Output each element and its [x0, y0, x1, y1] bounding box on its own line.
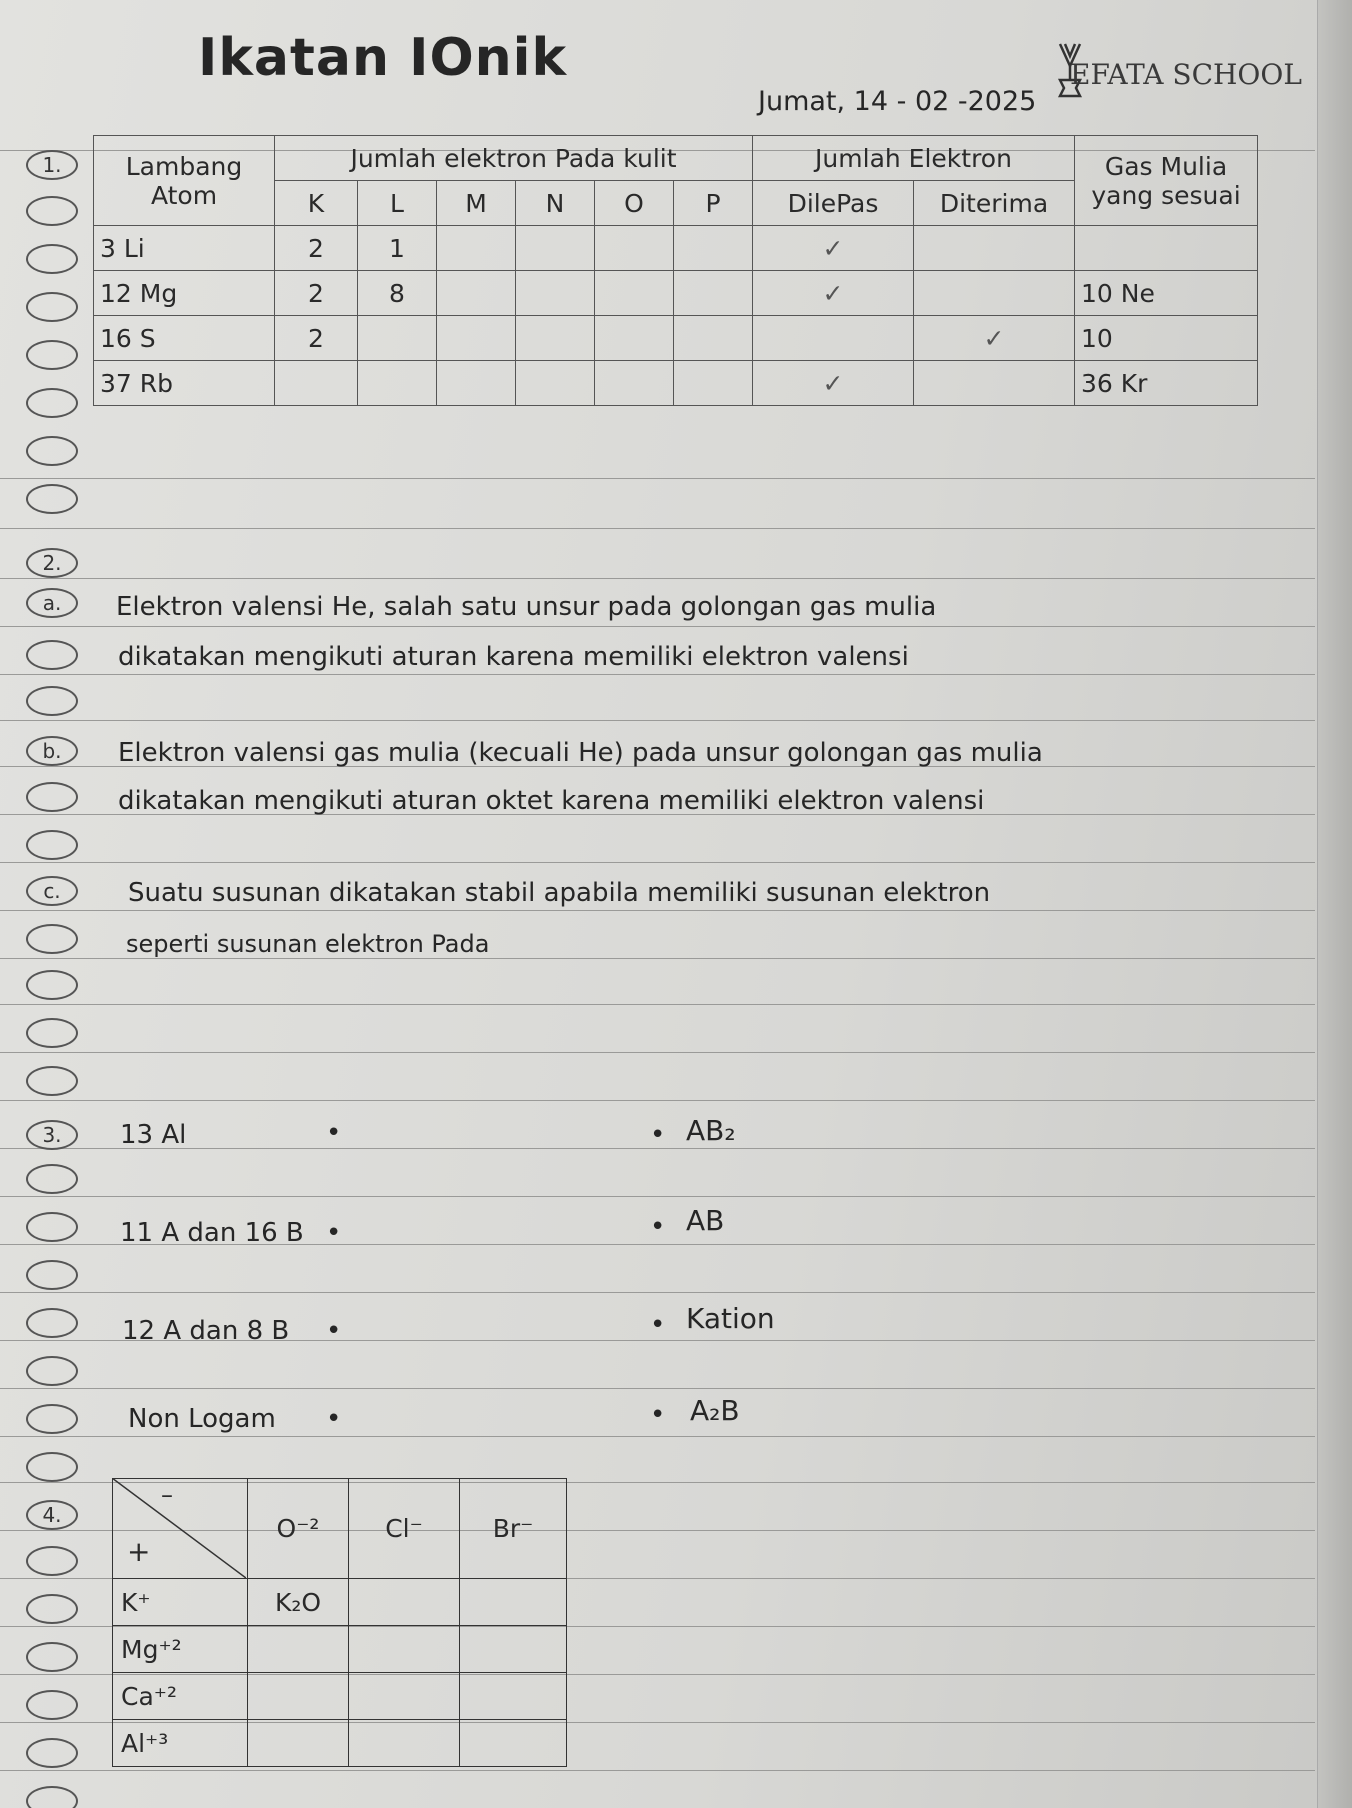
- row-shell: [437, 361, 516, 406]
- table-row: [113, 1673, 567, 1720]
- row-dilepas: [753, 316, 914, 361]
- ruled-line: [0, 1436, 1315, 1437]
- answer-2c-line2: seperti susunan elektron Pada: [126, 930, 490, 958]
- match-right-4: A₂B: [690, 1394, 740, 1427]
- ruled-line: [0, 578, 1315, 579]
- margin-circle: [26, 1546, 78, 1576]
- table-row: [94, 226, 1258, 271]
- margin-circle: [26, 1356, 78, 1386]
- margin-circle: [26, 782, 78, 812]
- row-gas: 10 Ne: [1075, 271, 1258, 316]
- row-shell: [275, 361, 358, 406]
- table-row: [113, 1579, 567, 1626]
- compound-cell: [460, 1579, 567, 1626]
- margin-circle-4: 4.: [26, 1500, 78, 1530]
- row-shell: [595, 316, 674, 361]
- header-shell-l: L: [358, 181, 437, 226]
- margin-circle-3: 3.: [26, 1120, 78, 1150]
- ruled-line: [0, 958, 1315, 959]
- anion-header: Cl⁻: [349, 1479, 460, 1579]
- header-shell-o: O: [595, 181, 674, 226]
- check-icon: ✓: [753, 361, 914, 406]
- ruled-line: [0, 1196, 1315, 1197]
- match-right-1: AB₂: [686, 1114, 736, 1147]
- margin-circle: [26, 1642, 78, 1672]
- margin-circle-2c: c.: [26, 876, 78, 906]
- header-lambang: Lambang: [125, 151, 243, 181]
- header-yang-sesuai: yang sesuai: [1091, 180, 1241, 210]
- ruled-line: [0, 720, 1315, 721]
- ruled-line: [0, 1770, 1315, 1771]
- row-symbol: 12 Mg: [94, 271, 275, 316]
- compound-cell: [460, 1626, 567, 1673]
- row-shell: [674, 361, 753, 406]
- margin-circle: [26, 1452, 78, 1482]
- row-shell: [516, 316, 595, 361]
- compound-cell: [349, 1673, 460, 1720]
- margin-circle: [26, 1594, 78, 1624]
- row-symbol: 37 Rb: [94, 361, 275, 406]
- margin-circle-1: 1.: [26, 150, 78, 180]
- row-shell: [595, 361, 674, 406]
- match-left-2: 11 A dan 16 B: [120, 1218, 304, 1248]
- table-row: [113, 1720, 567, 1767]
- row-shell: 1: [358, 226, 437, 271]
- anion-header: O⁻²: [248, 1479, 349, 1579]
- check-icon: ✓: [914, 316, 1075, 361]
- margin-circle: [26, 340, 78, 370]
- ruled-line: [0, 910, 1315, 911]
- compound-cell: [248, 1720, 349, 1767]
- ruled-line: [0, 1292, 1315, 1293]
- compound-cell: [460, 1673, 567, 1720]
- row-diterima: [914, 361, 1075, 406]
- margin-circle: [26, 1260, 78, 1290]
- margin-circle: [26, 1308, 78, 1338]
- match-dot: •: [650, 1400, 666, 1430]
- margin-circle: [26, 1690, 78, 1720]
- margin-circle: [26, 1066, 78, 1096]
- header-jumlah-elektron: Jumlah Elektron: [753, 136, 1075, 181]
- table-row: [94, 316, 1258, 361]
- header-dilepas: DilePas: [753, 181, 914, 226]
- header-shell-n: N: [516, 181, 595, 226]
- cation-label: Al⁺³: [113, 1720, 248, 1767]
- page-edge: [1317, 0, 1352, 1808]
- compound-cell: K₂O: [248, 1579, 349, 1626]
- match-dot: •: [650, 1212, 666, 1242]
- row-symbol: 3 Li: [94, 226, 275, 271]
- electron-config-table: [93, 135, 1258, 406]
- cation-label: Ca⁺²: [113, 1673, 248, 1720]
- margin-circle: [26, 1018, 78, 1048]
- row-shell: [516, 361, 595, 406]
- row-shell: [516, 271, 595, 316]
- answer-2c-line1: Suatu susunan dikatakan stabil apabila memiliki susunan elektron: [128, 878, 991, 908]
- margin-circle: [26, 924, 78, 954]
- row-shell: 2: [275, 316, 358, 361]
- header-jumlah-kulit: Jumlah elektron Pada kulit: [275, 136, 753, 181]
- margin-circle: [26, 484, 78, 514]
- match-left-4: Non Logam: [128, 1404, 276, 1434]
- ruled-line: [0, 1052, 1315, 1053]
- table-row: [94, 271, 1258, 316]
- date-label: Jumat, 14 - 02 -2025: [758, 86, 1037, 117]
- row-shell: [674, 226, 753, 271]
- match-dot: •: [650, 1310, 666, 1340]
- header-shell-m: M: [437, 181, 516, 226]
- margin-circle: [26, 830, 78, 860]
- margin-circle: [26, 292, 78, 322]
- ruled-line: [0, 674, 1315, 675]
- margin-circle: [26, 244, 78, 274]
- row-gas: 36 Kr: [1075, 361, 1258, 406]
- header-shell-k: K: [275, 181, 358, 226]
- answer-2b-line2: dikatakan mengikuti aturan oktet karena memiliki elektron valensi: [118, 786, 985, 816]
- compound-cell: [248, 1626, 349, 1673]
- corner-diagonal: [112, 1478, 246, 1578]
- margin-circle: [26, 388, 78, 418]
- row-shell: [437, 316, 516, 361]
- page-title: Ikatan IOnik: [198, 28, 568, 88]
- match-dot: •: [650, 1120, 666, 1150]
- compound-cell: [248, 1673, 349, 1720]
- compound-cell: [349, 1720, 460, 1767]
- compound-cell: [349, 1579, 460, 1626]
- ruled-line: [0, 1100, 1315, 1101]
- corner-plus: +: [127, 1535, 151, 1568]
- row-shell: 8: [358, 271, 437, 316]
- header-gas-mulia: [1075, 136, 1258, 226]
- match-left-1: 13 Al: [120, 1120, 187, 1150]
- match-right-2: AB: [686, 1204, 725, 1237]
- ruled-line: [0, 1388, 1315, 1389]
- table-row: [94, 361, 1258, 406]
- row-shell: [595, 226, 674, 271]
- answer-2a-line1: Elektron valensi He, salah satu unsur pada golongan gas mulia: [116, 592, 937, 622]
- cation-label: K⁺: [113, 1579, 248, 1626]
- compound-cell: [460, 1720, 567, 1767]
- row-symbol: 16 S: [94, 316, 275, 361]
- match-dot: •: [326, 1316, 342, 1346]
- match-dot: •: [326, 1404, 342, 1434]
- table-row: [113, 1626, 567, 1673]
- margin-circle: [26, 970, 78, 1000]
- header-diterima: Diterima: [914, 181, 1075, 226]
- row-shell: [437, 226, 516, 271]
- answer-2a-line2: dikatakan mengikuti aturan karena memiliki elektron valensi: [118, 642, 909, 672]
- row-shell: [595, 271, 674, 316]
- row-shell: [358, 316, 437, 361]
- margin-circle-2b: b.: [26, 736, 78, 766]
- margin-circle: [26, 196, 78, 226]
- ruled-line: [0, 478, 1315, 479]
- header-atom: Atom: [150, 180, 218, 210]
- match-dot: •: [326, 1118, 342, 1148]
- ruled-line: [0, 1004, 1315, 1005]
- row-shell: [516, 226, 595, 271]
- row-shell: [674, 316, 753, 361]
- margin-circle: [26, 1212, 78, 1242]
- margin-circle-2a: a.: [26, 588, 78, 618]
- match-right-3: Kation: [686, 1302, 775, 1335]
- check-icon: ✓: [753, 271, 914, 316]
- row-diterima: [914, 226, 1075, 271]
- ruled-line: [0, 626, 1315, 627]
- row-gas: [1075, 226, 1258, 271]
- row-shell: [674, 271, 753, 316]
- margin-circle: [26, 1404, 78, 1434]
- cation-label: Mg⁺²: [113, 1626, 248, 1673]
- margin-circle: [26, 1164, 78, 1194]
- corner-minus: –: [161, 1481, 173, 1509]
- ruled-line: [0, 528, 1315, 529]
- header-gas-mulia-text: Gas Mulia: [1104, 151, 1228, 181]
- match-left-3: 12 A dan 8 B: [122, 1316, 290, 1346]
- header-shell-p: P: [674, 181, 753, 226]
- margin-circle: [26, 1738, 78, 1768]
- row-diterima: [914, 271, 1075, 316]
- answer-2b-line1: Elektron valensi gas mulia (kecuali He) pada unsur golongan gas mulia: [118, 738, 1043, 768]
- row-shell: [437, 271, 516, 316]
- anion-header: Br⁻: [460, 1479, 567, 1579]
- compound-cell: [349, 1626, 460, 1673]
- row-shell: 2: [275, 271, 358, 316]
- margin-circle: [26, 686, 78, 716]
- margin-circle: [26, 436, 78, 466]
- ruled-line: [0, 862, 1315, 863]
- school-name: EFATA SCHOOL: [1070, 58, 1302, 91]
- match-dot: •: [326, 1218, 342, 1248]
- margin-circle: [26, 640, 78, 670]
- row-shell: 2: [275, 226, 358, 271]
- margin-circle-2: 2.: [26, 548, 78, 578]
- check-icon: ✓: [753, 226, 914, 271]
- row-shell: [358, 361, 437, 406]
- margin-circle: [26, 1786, 78, 1808]
- row-gas: 10: [1075, 316, 1258, 361]
- header-lambang-atom: [94, 136, 275, 226]
